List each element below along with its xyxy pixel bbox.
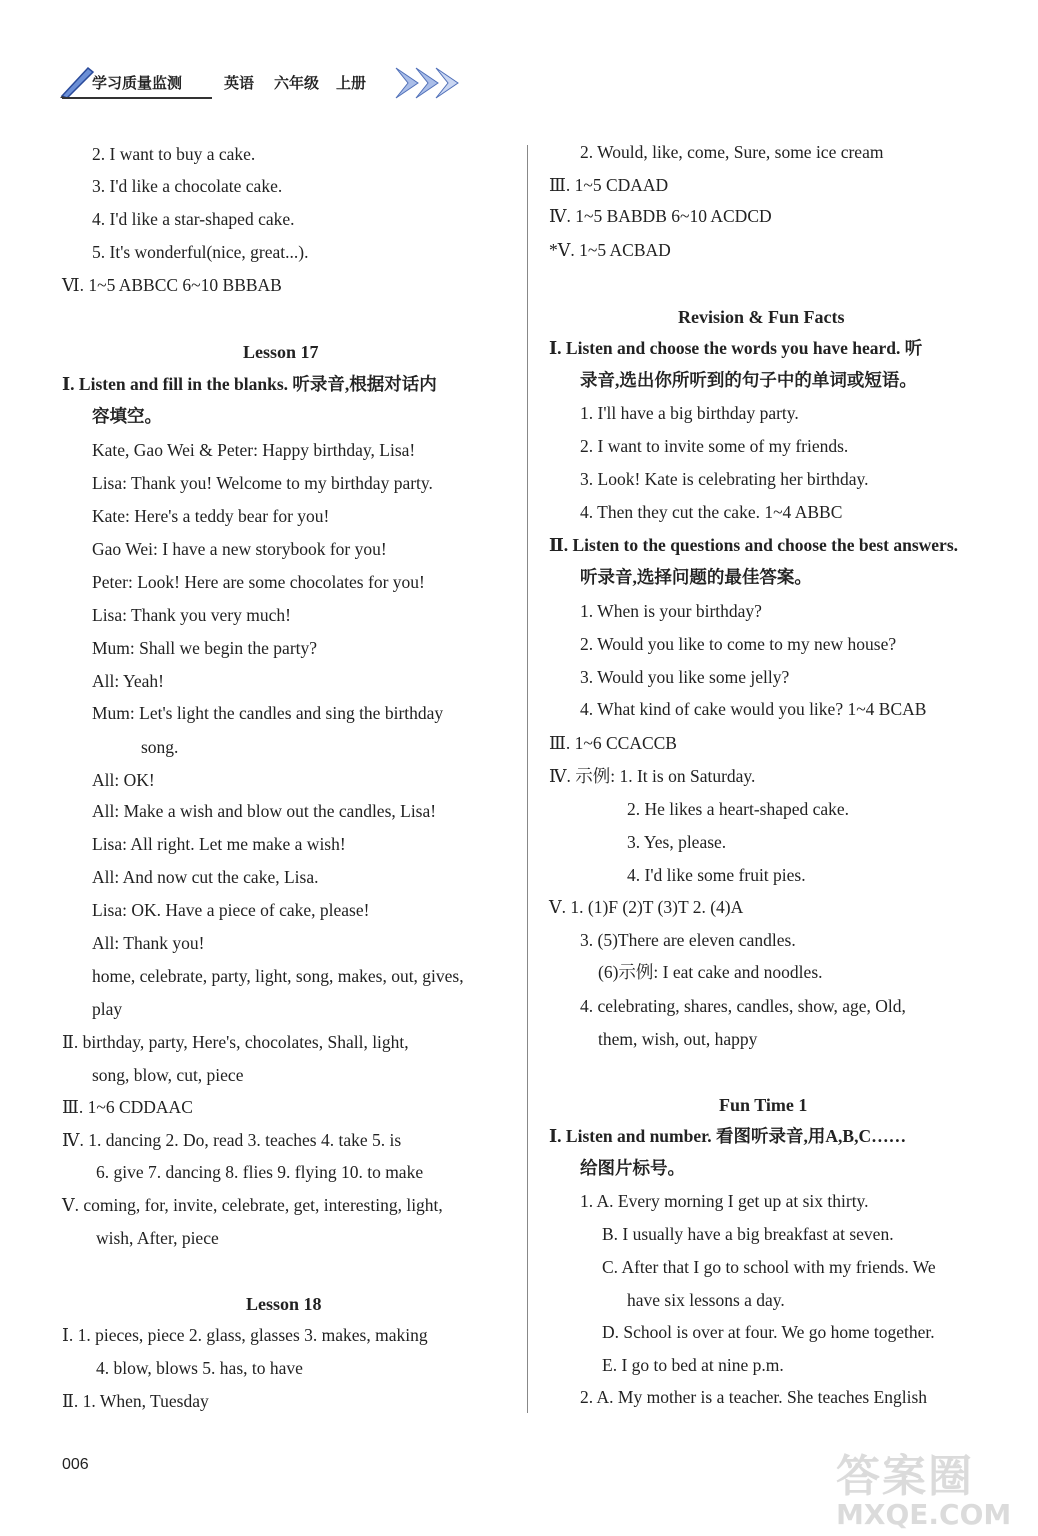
- section-heading: Lesson 18: [246, 1294, 322, 1314]
- text-line: Peter: Look! Here are some chocolates for you!: [92, 572, 425, 592]
- text-line: 4. What kind of cake would you like? 1~4 BCAB: [580, 699, 927, 719]
- text-line: B. I usually have a big breakfast at seven.: [602, 1224, 894, 1244]
- text-line: Lisa: Thank you very much!: [92, 605, 291, 625]
- text-line: Ⅲ. 1~6 CDDAAC: [62, 1097, 193, 1117]
- text-line: All: OK!: [92, 770, 155, 790]
- text-line: 4. Then they cut the cake. 1~4 ABBC: [580, 502, 843, 522]
- text-line: Ⅰ. Listen and number. 看图听录音,用A,B,C……: [549, 1126, 907, 1146]
- text-line: Mum: Let's light the candles and sing the birthday: [92, 703, 444, 723]
- text-line: 2. He likes a heart-shaped cake.: [627, 799, 850, 819]
- watermark-sub: MXQE.COM: [836, 1498, 1012, 1531]
- section-heading: Fun Time 1: [719, 1095, 808, 1115]
- text-line: 2. A. My mother is a teacher. She teaches English: [580, 1387, 928, 1407]
- text-line: 2. I want to invite some of my friends.: [580, 436, 849, 456]
- text-line: 3. I'd like a chocolate cake.: [92, 176, 283, 196]
- text-line: All: Make a wish and blow out the candles, Lisa!: [92, 801, 437, 821]
- text-line: 3. Would you like some jelly?: [580, 667, 790, 687]
- text-line: 4. celebrating, shares, candles, show, age, Old,: [580, 996, 906, 1016]
- text-line: Kate: Here's a teddy bear for you!: [92, 506, 330, 526]
- text-line: Lisa: OK. Have a piece of cake, please!: [92, 900, 370, 920]
- text-line: have six lessons a day.: [627, 1290, 785, 1310]
- text-line: All: Thank you!: [92, 933, 205, 953]
- page-number: 006: [62, 1456, 89, 1473]
- text-line: song.: [141, 737, 179, 757]
- book-title: 学习质量监测: [92, 74, 183, 92]
- text-line: Gao Wei: I have a new storybook for you!: [92, 539, 387, 559]
- text-line: Ⅰ. Listen and fill in the blanks. 听录音,根据对话内: [62, 374, 437, 394]
- text-line: 1. I'll have a big birthday party.: [580, 403, 799, 423]
- text-line: (6)示例: I eat cake and noodles.: [598, 962, 823, 982]
- text-line: Ⅱ. birthday, party, Here's, chocolates, Shall, light,: [62, 1032, 409, 1052]
- text-line: 听录音,选择问题的最佳答案。: [580, 567, 812, 587]
- watermark-text: 答案圈: [836, 1451, 974, 1502]
- header-underline: [62, 97, 212, 99]
- text-line: Ⅴ. 1. (1)F (2)T (3)T 2. (4)A: [549, 897, 744, 917]
- watermark-logo: [836, 1440, 1026, 1530]
- text-line: *Ⅴ. 1~5 ACBAD: [549, 240, 671, 260]
- text-line: wish, After, piece: [96, 1228, 219, 1248]
- text-line: Lisa: Thank you! Welcome to my birthday party.: [92, 473, 433, 493]
- text-line: C. After that I go to school with my friends. We: [602, 1257, 936, 1277]
- text-line: Ⅴ. coming, for, invite, celebrate, get, interesting, light,: [62, 1195, 443, 1215]
- text-line: 2. I want to buy a cake.: [92, 144, 256, 164]
- column-divider: [527, 145, 528, 1413]
- text-line: 给图片标号。: [580, 1158, 685, 1178]
- text-line: 3. Yes, please.: [627, 832, 727, 852]
- text-line: 2. Would you like to come to my new house?: [580, 634, 897, 654]
- text-line: Ⅳ. 1~5 BABDB 6~10 ACDCD: [549, 206, 772, 226]
- text-line: 3. (5)There are eleven candles.: [580, 930, 796, 950]
- section-heading: Revision & Fun Facts: [678, 307, 845, 327]
- text-line: Ⅲ. 1~6 CCACCB: [549, 733, 677, 753]
- text-line: 录音,选出你所听到的句子中的单词或短语。: [580, 370, 917, 390]
- text-line: Lisa: All right. Let me make a wish!: [92, 834, 346, 854]
- text-line: Ⅳ. 示例: 1. It is on Saturday.: [549, 766, 756, 786]
- text-line: 5. It's wonderful(nice, great...).: [92, 242, 309, 262]
- text-line: E. I go to bed at nine p.m.: [602, 1355, 784, 1375]
- text-line: Ⅳ. 1. dancing 2. Do, read 3. teaches 4. take 5. is: [62, 1130, 402, 1150]
- grade: 六年级: [274, 74, 320, 92]
- text-line: D. School is over at four. We go home together.: [602, 1322, 935, 1342]
- text-line: Ⅱ. 1. When, Tuesday: [62, 1391, 209, 1411]
- subject: 英语: [224, 74, 255, 92]
- text-line: Mum: Shall we begin the party?: [92, 638, 318, 658]
- text-line: 1. When is your birthday?: [580, 601, 762, 621]
- volume: 上册: [336, 74, 367, 92]
- text-line: Ⅰ. 1. pieces, piece 2. glass, glasses 3. makes, making: [62, 1325, 428, 1345]
- text-line: them, wish, out, happy: [598, 1029, 758, 1049]
- text-line: 2. Would, like, come, Sure, some ice cream: [580, 142, 884, 162]
- text-line: Ⅵ. 1~5 ABBCC 6~10 BBBAB: [62, 275, 282, 295]
- text-line: All: And now cut the cake, Lisa.: [92, 867, 319, 887]
- text-line: 4. I'd like some fruit pies.: [627, 865, 806, 885]
- text-line: Kate, Gao Wei & Peter: Happy birthday, Lisa!: [92, 440, 416, 460]
- text-line: 4. I'd like a star-shaped cake.: [92, 209, 295, 229]
- text-line: 3. Look! Kate is celebrating her birthday.: [580, 469, 869, 489]
- text-line: Ⅱ. Listen to the questions and choose the best answers.: [549, 535, 959, 555]
- text-line: Ⅰ. Listen and choose the words you have heard. 听: [549, 338, 923, 358]
- text-line: home, celebrate, party, light, song, makes, out, gives,: [92, 966, 464, 986]
- text-line: play: [92, 999, 123, 1019]
- text-line: 6. give 7. dancing 8. flies 9. flying 10. to make: [96, 1162, 424, 1182]
- text-line: 1. A. Every morning I get up at six thirty.: [580, 1191, 869, 1211]
- text-line: 4. blow, blows 5. has, to have: [96, 1358, 303, 1378]
- text-line: 容填空。: [92, 406, 162, 426]
- text-line: All: Yeah!: [92, 671, 164, 691]
- text-line: song, blow, cut, piece: [92, 1065, 244, 1085]
- section-heading: Lesson 17: [243, 342, 319, 362]
- text-line: Ⅲ. 1~5 CDAAD: [549, 175, 669, 195]
- chevron-arrows-icon: [394, 66, 468, 100]
